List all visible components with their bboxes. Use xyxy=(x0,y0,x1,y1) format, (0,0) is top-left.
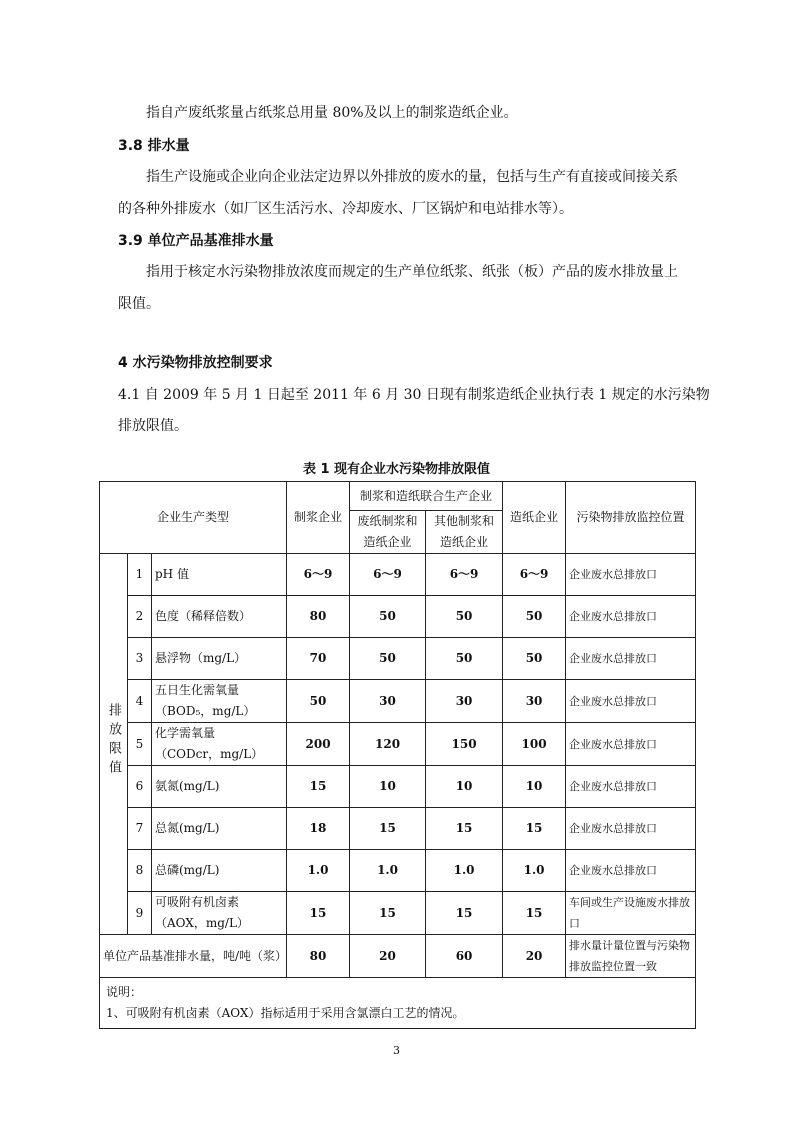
row-3-pulp: 70 xyxy=(287,638,350,680)
group-label-cell xyxy=(100,554,128,935)
paragraph-3-7-cont: 指自产废纸浆量占纸浆总用量 80%及以上的制浆造纸企业。 xyxy=(146,105,518,121)
header-type: 企业生产类型 xyxy=(100,482,287,554)
row-7-other: 15 xyxy=(426,808,503,850)
row-3-other: 50 xyxy=(426,638,503,680)
row-5-waste: 120 xyxy=(350,723,426,766)
row-3-item: 悬浮物（mg/L） xyxy=(152,638,287,680)
unit-row-paper: 20 xyxy=(503,935,566,978)
unit-row-loc: 排水量计量位置与污染物排放监控位置一致 xyxy=(566,935,696,978)
table-note-cell xyxy=(100,978,696,1029)
row-7-paper: 15 xyxy=(503,808,566,850)
paragraph-3-9-line1: 指用于核定水污染物排放浓度而规定的生产单位纸浆、纸张（板）产品的废水排放量上 xyxy=(146,264,678,280)
row-1-item: pH 值 xyxy=(152,554,287,596)
emission-limits-table xyxy=(99,481,696,1029)
row-7-no: 7 xyxy=(128,808,152,850)
row-8-pulp: 1.0 xyxy=(287,850,350,892)
row-1-paper: 6～9 xyxy=(503,554,566,596)
row-5-paper: 100 xyxy=(503,723,566,766)
header-paper: 造纸企业 xyxy=(503,482,566,554)
row-2-paper: 50 xyxy=(503,596,566,638)
heading-3-9: 3.9 单位产品基准排水量 xyxy=(118,233,274,249)
paragraph-3-8-line2: 的各种外排废水（如厂区生活污水、冷却废水、厂区锅炉和电站排水等）。 xyxy=(118,201,573,217)
row-2-loc: 企业废水总排放口 xyxy=(566,596,696,638)
row-7-item: 总氮(mg/L) xyxy=(152,808,287,850)
row-1-waste: 6～9 xyxy=(350,554,426,596)
row-8-paper: 1.0 xyxy=(503,850,566,892)
row-2-item: 色度（稀释倍数） xyxy=(152,596,287,638)
row-2-no: 2 xyxy=(128,596,152,638)
row-5-loc: 企业废水总排放口 xyxy=(566,723,696,766)
row-4-paper: 30 xyxy=(503,680,566,723)
row-2-other: 50 xyxy=(426,596,503,638)
row-6-waste: 10 xyxy=(350,766,426,808)
row-6-pulp: 15 xyxy=(287,766,350,808)
table-note-title: 说明： xyxy=(106,985,143,999)
row-7-loc: 企业废水总排放口 xyxy=(566,808,696,850)
row-9-item-cell xyxy=(152,892,287,935)
row-6-loc: 企业废水总排放口 xyxy=(566,766,696,808)
unit-row-pulp: 80 xyxy=(287,935,350,978)
row-8-no: 8 xyxy=(128,850,152,892)
row-5-other: 150 xyxy=(426,723,503,766)
header-other: 其他制浆和造纸企业 xyxy=(426,511,503,554)
row-7-waste: 15 xyxy=(350,808,426,850)
row-3-no: 3 xyxy=(128,638,152,680)
row-9-item: 可吸附有机卤素 xyxy=(155,895,240,909)
row-4-item-cell xyxy=(152,680,287,723)
row-7-pulp: 18 xyxy=(287,808,350,850)
row-3-waste: 50 xyxy=(350,638,426,680)
row-4-no: 4 xyxy=(128,680,152,723)
row-5-item: 化学需氧量 xyxy=(155,726,216,740)
paragraph-4-1-line2: 排放限值。 xyxy=(118,418,188,434)
row-2-waste: 50 xyxy=(350,596,426,638)
row-6-item: 氨氮(mg/L) xyxy=(152,766,287,808)
row-9-other: 15 xyxy=(426,892,503,935)
page-number: 3 xyxy=(393,1044,400,1057)
unit-row-label: 单位产品基准排水量，吨/吨（浆） xyxy=(100,935,287,978)
row-5-pulp: 200 xyxy=(287,723,350,766)
row-9-loc: 车间或生产设施废水排放口 xyxy=(566,892,696,935)
row-9-paper: 15 xyxy=(503,892,566,935)
header-waste: 废纸制浆和造纸企业 xyxy=(350,511,426,554)
row-8-item: 总磷(mg/L) xyxy=(152,850,287,892)
row-1-no: 1 xyxy=(128,554,152,596)
paragraph-3-8-line1: 指生产设施或企业向企业法定边界以外排放的废水的量，包括与生产有直接或间接关系 xyxy=(146,169,678,185)
unit-row-waste: 20 xyxy=(350,935,426,978)
row-8-other: 1.0 xyxy=(426,850,503,892)
row-6-paper: 10 xyxy=(503,766,566,808)
paragraph-4-1-line1: 4.1 自 2009 年 5 月 1 日起至 2011 年 6 月 30 日现有制浆造纸企业执行表 1 规定的水污染物 xyxy=(118,387,710,403)
row-9-waste: 15 xyxy=(350,892,426,935)
row-4-item: 五日生化需氧量 xyxy=(155,683,240,697)
row-5-item-cell xyxy=(152,723,287,766)
row-1-loc: 企业废水总排放口 xyxy=(566,554,696,596)
row-6-no: 6 xyxy=(128,766,152,808)
row-4-other: 30 xyxy=(426,680,503,723)
group-label: 排放限值 xyxy=(106,702,121,779)
row-3-paper: 50 xyxy=(503,638,566,680)
row-4-item-unit: （BOD₅，mg/L） xyxy=(155,704,256,718)
row-4-waste: 30 xyxy=(350,680,426,723)
row-8-waste: 1.0 xyxy=(350,850,426,892)
header-monitor: 污染物排放监控位置 xyxy=(566,482,696,554)
row-9-no: 9 xyxy=(128,892,152,935)
header-pulp: 制浆企业 xyxy=(287,482,350,554)
row-3-loc: 企业废水总排放口 xyxy=(566,638,696,680)
row-4-pulp: 50 xyxy=(287,680,350,723)
heading-3-8: 3.8 排水量 xyxy=(118,138,190,154)
heading-4: 4 水污染物排放控制要求 xyxy=(118,355,273,371)
paragraph-3-9-line2: 限值。 xyxy=(118,296,160,312)
unit-row-other: 60 xyxy=(426,935,503,978)
row-5-item-unit: （CODcr，mg/L） xyxy=(155,747,264,761)
row-1-pulp: 6～9 xyxy=(287,554,350,596)
row-8-loc: 企业废水总排放口 xyxy=(566,850,696,892)
row-9-pulp: 15 xyxy=(287,892,350,935)
row-6-other: 10 xyxy=(426,766,503,808)
row-4-loc: 企业废水总排放口 xyxy=(566,680,696,723)
table-note-1: 1、可吸附有机卤素（AOX）指标适用于采用含氯漂白工艺的情况。 xyxy=(106,1006,465,1020)
row-5-no: 5 xyxy=(128,723,152,766)
header-joint: 制浆和造纸联合生产企业 xyxy=(350,482,503,511)
table-caption: 表 1 现有企业水污染物排放限值 xyxy=(302,462,491,477)
row-1-other: 6～9 xyxy=(426,554,503,596)
row-2-pulp: 80 xyxy=(287,596,350,638)
row-9-item-unit: （AOX，mg/L） xyxy=(155,916,249,930)
